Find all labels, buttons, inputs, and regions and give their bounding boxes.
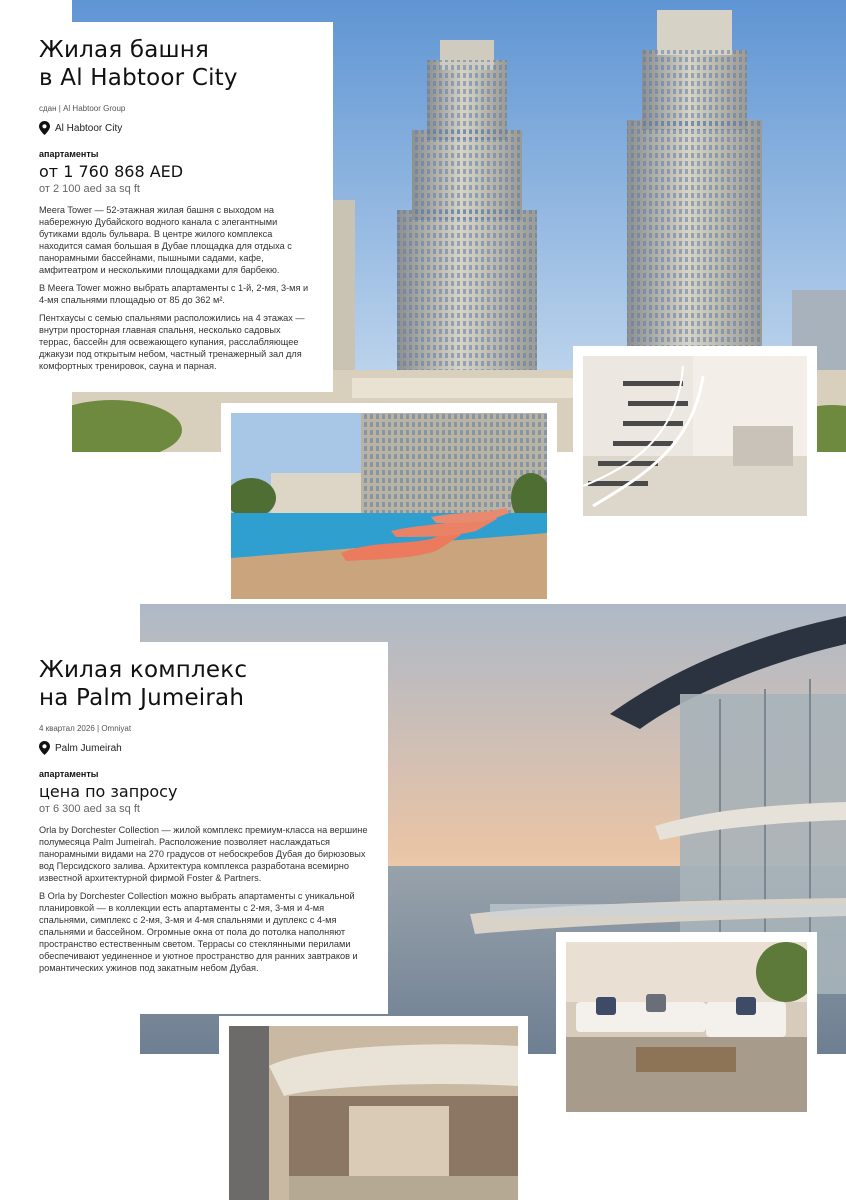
pool-photo (231, 413, 547, 599)
status-developer (39, 104, 333, 113)
info-card-al-habtoor (20, 22, 333, 392)
description-paragraph-1: Meera Tower — 52-этажная жилая башня с выходом на набережную Дубайского водного канала с элегантными бутиками вдоль бульвара. В центре жилого комплекса находится самая большая в Дубае площадка для отдыха с панорамными бассейнами, пышными садами, кафе, амфитеатром и несколькими площадками для барбекю. (39, 205, 292, 275)
photo-pool-frame (221, 403, 557, 605)
location-row (39, 741, 388, 755)
description-paragraph-2: В Meera Tower можно выбрать апартаменты с 1-й, 2-мя, 3-мя и 4-мя спальнями площадью от 85 до 362 м². (39, 283, 309, 305)
map-pin-icon (39, 741, 50, 755)
map-pin-icon (39, 121, 50, 135)
description-paragraph-1: Orla by Dorchester Collection — жилой комплекс премиум-класса на вершине полумесяца Palm Jumeirah. Расположение позволяет наслаждаться панорамными видами на 270 градусов от небоскребов Дубая до бирюзовых вод Персидского залива. Архитектура комплекса разработана всемирно известной архитектурной фирмой Foster & Partners. (39, 825, 368, 883)
photo-interior-frame (573, 346, 817, 528)
price: цена по запросу (39, 782, 178, 801)
location-row (39, 121, 333, 135)
separator: | (58, 104, 61, 113)
price-per-sqft: от 2 100 aed за sq ft (39, 183, 140, 195)
separator: | (97, 724, 100, 733)
section1-title (39, 36, 333, 92)
lounge-sofa-photo (566, 942, 807, 1112)
title-line-2: на Palm Jumeirah (39, 685, 245, 711)
status-developer (39, 724, 388, 733)
photo-terrace-frame (219, 1016, 528, 1200)
info-card-palm-jumeirah (20, 642, 388, 1014)
section2-title (39, 656, 388, 712)
terrace-photo (229, 1026, 518, 1200)
developer-text: Al Habtoor Group (63, 104, 126, 113)
title-line-1: Жилая комплекс (39, 657, 248, 683)
price-per-sqft: от 6 300 aed за sq ft (39, 803, 140, 815)
description-paragraph-2: В Orla by Dorchester Collection можно выбрать апартаменты с уникальной планировкой — в коллекции есть апартаменты с 2-мя, 3-мя и 4-мя спальнями, симплекс с 2-мя, 3-мя и 4-мя спальнями и дуплекс с 4-мя спальнями и бассейном. Огромные окна от пола до потолка наполняют пространство естественным светом. Террасы со стеклянными перилами обеспечивают уединенное и уютное пространство для ранних завтраков и романтических ужинов под закатным небом Дубая. (39, 891, 358, 973)
property-type: апартаменты (39, 769, 99, 779)
property-type: апартаменты (39, 149, 99, 159)
price: от 1 760 868 AED (39, 162, 184, 181)
status-text: сдан (39, 104, 57, 113)
status-text: 4 квартал 2026 (39, 724, 95, 733)
developer-text: Omniyat (101, 724, 132, 733)
description-paragraph-3: Пентхаусы с семью спальнями расположились на 4 этажах — внутри просторная главная спальня, несколько садовых террас, бассейн для освежающего купания, расслабляющее джакузи под открытым небом, частный тренажерный зал для комфортных тренировок, сауна и парная. (39, 313, 305, 371)
photo-lounge-frame (556, 932, 817, 1118)
location-text: Al Habtoor City (55, 122, 123, 134)
title-line-1: Жилая башня (39, 37, 210, 63)
interior-staircase-photo (583, 356, 807, 516)
location-text: Palm Jumeirah (55, 742, 122, 754)
title-line-2: в Al Habtoor City (39, 65, 238, 91)
